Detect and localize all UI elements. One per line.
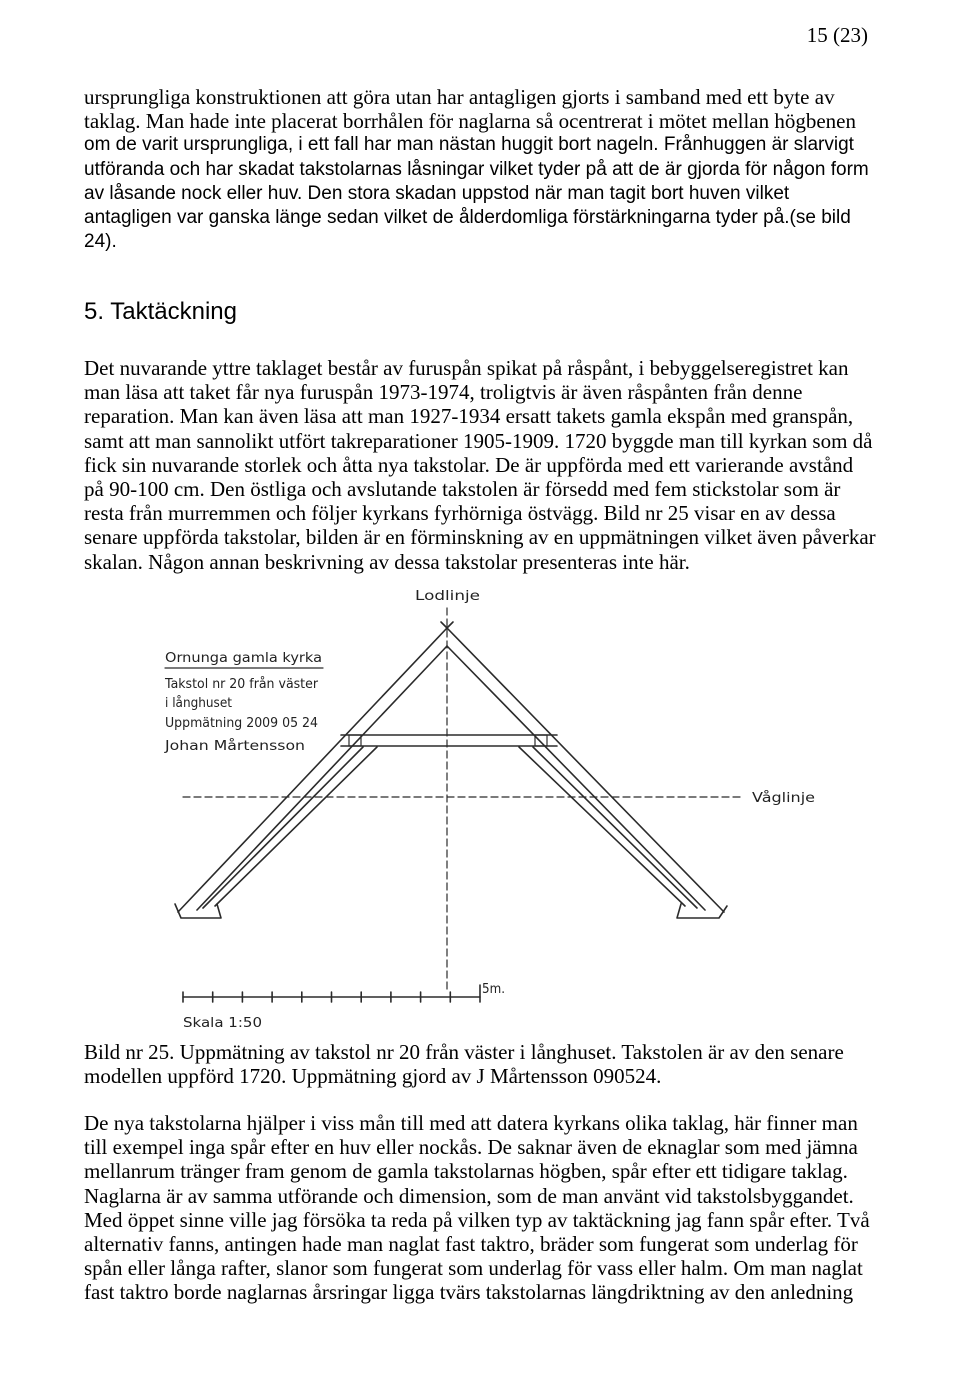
section-heading: 5. Taktäckning [84,298,237,325]
right-rafter-outer [447,628,724,912]
note-church-name: Ornunga gamla kyrka [165,651,322,666]
paragraph-line: 24). [84,231,117,253]
caption-line: Bild nr 25. Uppmätning av takstol nr 20 från väster i långhuset. Takstolen är av den senare [84,1040,844,1064]
paragraph-line: fast taktro borde naglarnas årsringar ligga tvärs takstolarnas längdriktning av den anledning [84,1280,854,1305]
paragraph-line: utföranda och har skadat takstolarnas låsningar vilket tyder på att de är gjorda för någon form [84,158,869,180]
paragraph-line: resta från murremmen och följer kyrkans fyrhörniga östvägg. Bild nr 25 visar en av dessa [84,501,836,526]
note-truss-number: Takstol nr 20 från väster [164,677,319,692]
right-rafter-inner [447,646,705,910]
figure-caption [84,1040,844,1088]
paragraph-line: Naglarna är av samma utförande och dimension, som de man använt vid takstolsbyggandet. [84,1183,854,1208]
left-foot [175,904,221,918]
paragraph-line: man läsa att taket får nya furuspån 1973-1974, troligtvis är även råspånten från denne [84,380,803,405]
paragraph-line: reparation. Man kan även läsa att man 1927-1934 ersatt takets gamla ekspån med granspån, [84,404,854,429]
paragraph-line: fick sin nuvarande storlek och åtta nya takstolar. De är uppförda med ett varierande avstånd [84,452,854,477]
paragraph-line: senare uppförda takstolar, bilden är en förminskning av en uppmätningen vilket även påverkar [84,525,876,550]
collar-joint-right [535,735,547,746]
level-line-label: Våglinje [752,791,815,806]
paragraph-2 [84,356,876,574]
scale-label: Skala 1:50 [183,1016,262,1031]
paragraph-line: samt att man sannolikt utfört takreparationer 1905-1909. 1720 byggde man till kyrkan som då [84,428,873,453]
truss-measurement-drawing [137,572,822,1038]
paragraph-line: spån eller långa rafter, slanor som fungerat som underlag för vass eller halm. Om man naglat [84,1256,863,1281]
right-brace-inner [519,747,685,906]
paragraph-line: antagligen var ganska länge sedan vilket de ålderdomliga förstärkningarna tyder på.(se bild [84,206,851,228]
note-surveyor: Johan Mårtensson [163,739,305,754]
left-brace-inner [215,747,377,906]
right-brace-outer [533,747,697,908]
scale-end-label: 5m. [482,982,505,997]
paragraph-line: av låsande nock eller huv. Den stora skadan uppstod när man tagit bort huven vilket [84,182,790,204]
caption-line: modellen uppförd 1720. Uppmätning gjord av J Mårtensson 090524. [84,1064,662,1089]
page-number: 15 (23) [806,23,868,47]
paragraph-line: skalan. Någon annan beskrivning av dessa takstolar presenteras inte här. [84,549,690,574]
left-rafter-outer [178,628,447,912]
paragraph-line: Med öppet sinne ville jag försöka ta reda på vilken typ av taktäckning jag fann spår efter. Två [84,1207,870,1232]
paragraph-line: till exempel inga spår efter en huv eller nockås. De saknar även de eknaglar som med jämna [84,1135,858,1160]
truss-svg [137,572,822,1038]
paragraph-3 [84,1111,870,1305]
paragraph-line: Det nuvarande yttre taklaget består av furuspån spikat på råspånt, i bebyggelseregistret kan [84,356,849,380]
plumb-line-label: Lodlinje [415,589,480,604]
left-brace-outer [203,747,363,908]
note-location: i långhuset [165,696,232,711]
paragraph-line: på 90-100 cm. Den östliga och avslutande takstolen är försedd med fem stickstolar som är [84,476,841,501]
paragraph-1 [84,85,869,254]
paragraph-line: mellanrum tränger fram genom de gamla takstolarnas högben, spår efter ett tidigare taklag. [84,1159,848,1184]
paragraph-line: De nya takstolarna hjälper i viss mån till med att datera kyrkans olika taklag, här finner man [84,1111,858,1135]
paragraph-line: ursprungliga konstruktionen att göra utan har antagligen gjorts i samband med ett byte av [84,85,835,109]
paragraph-line: alternativ fanns, antingen hade man naglat fast taktro, bräder som fungerat som underlag för [84,1231,858,1256]
collar-joint-left [349,735,361,746]
paragraph-line: taklag. Man hade inte placerat borrhålen för naglarna så ocentrerat i mötet mellan högbenen [84,109,856,134]
note-survey-date: Uppmätning 2009 05 24 [165,716,318,731]
paragraph-line: om de varit ursprungliga, i ett fall har man nästan huggit bort nageln. Frånhuggen är slarvigt [84,134,854,156]
scale-ticks [183,985,480,1002]
